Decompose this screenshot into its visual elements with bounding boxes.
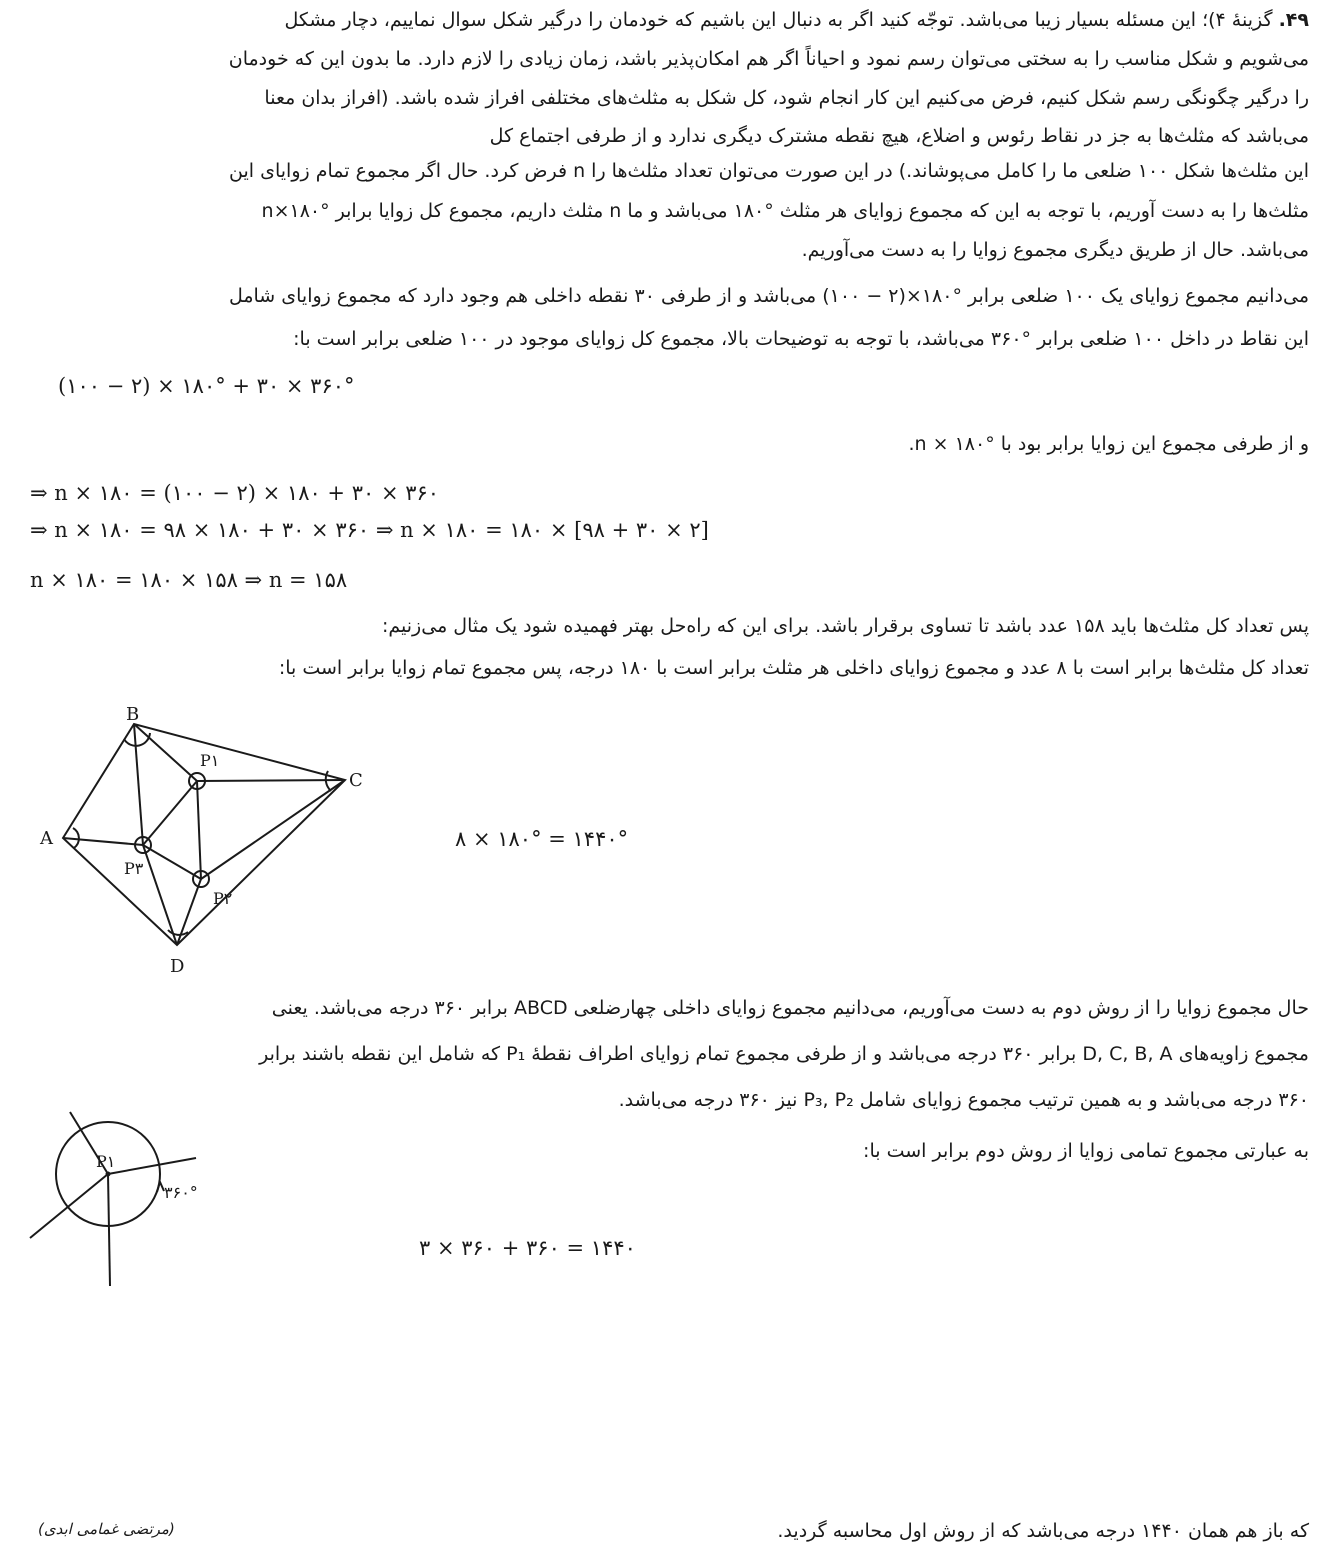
ray-2: [108, 1158, 196, 1174]
full-angle-figure: [26, 1108, 206, 1298]
angle-d-arc: [168, 930, 188, 935]
text-line: می‌دانیم مجموع زوایای یک ۱۰۰ ضلعی برابر °۱۸۰×(۲ − ۱۰۰) می‌باشد و از طرفی ۳۰ نقطه داخلی هم وجود دارد که مجموع زوایای شامل: [228, 285, 1309, 307]
text-line: مثلث‌ها را به دست آوریم، با توجه به این که مجموع زوایای هر مثلث °۱۸۰ می‌باشد و ما n مثلث داریم، مجموع کل زوایا برابر n×۱۸۰°: [261, 200, 1309, 222]
label-p3: P۳: [124, 859, 144, 878]
ray-4: [108, 1174, 110, 1286]
label-c: C: [349, 770, 363, 791]
equation-5: ۸ × ۱۸۰° = ۱۴۴۰°: [455, 827, 629, 851]
edge-a-p3: [63, 838, 143, 845]
text-line: که باز هم همان ۱۴۴۰ درجه می‌باشد که از روش اول محاسبه گردید.: [777, 1520, 1309, 1542]
equation-3: ⇒ n × ۱۸۰ = ۹۸ × ۱۸۰ + ۳۰ × ۳۶۰ ⇒ n × ۱۸۰ = ۱۸۰ × [۹۸ + ۳۰ × ۲]: [30, 518, 709, 542]
label-d: D: [170, 956, 185, 977]
edge-b-p3: [134, 724, 143, 845]
text-line: ۳۶۰ درجه می‌باشد و به همین ترتیب مجموع زوایای شامل P₃, P₂ نیز ۳۶۰ درجه می‌باشد.: [618, 1089, 1309, 1111]
equation-2: ⇒ n × ۱۸۰ = (۱۰۰ − ۲) × ۱۸۰ + ۳۰ × ۳۶۰: [30, 481, 440, 505]
text-line: تعداد کل مثلث‌ها برابر است با ۸ عدد و مجموع زوایای داخلی هر مثلث برابر است با ۱۸۰ درجه، پس مجموع تمام زوایا برابر است با:: [278, 657, 1309, 679]
arrow-head: [157, 1182, 164, 1192]
triangulation-figure: [36, 690, 376, 980]
question-number: ۴۹.: [1278, 9, 1309, 31]
text-line: می‌باشد که مثلث‌ها به جز در نقاط رئوس و اضلاع، هیچ نقطه مشترک دیگری ندارد و از طرفی اجتماع کل: [489, 125, 1309, 147]
text-line: پس تعداد کل مثلث‌ها باید ۱۵۸ عدد باشد تا تساوی برقرار باشد. برای این که راه‌حل بهتر فهمیده شود یک مثال می‌زنیم:: [381, 615, 1309, 637]
text-line: این نقاط در داخل ۱۰۰ ضلعی برابر °۳۶۰ می‌باشد، با توجه به توضیحات بالا، مجموع کل زوایای موجود در ۱۰۰ ضلعی برابر است با:: [293, 328, 1309, 350]
equation-6: ۳ × ۳۶۰ + ۳۶۰ = ۱۴۴۰: [419, 1236, 636, 1260]
equation-4: n × ۱۸۰ = ۱۸۰ × ۱۵۸ ⇒ n = ۱۵۸: [30, 568, 348, 592]
author-credit: (مرتضی غمامی ابدی): [38, 1520, 175, 1538]
text-line: و از طرفی مجموع این زوایا برابر بود با n × ۱۸۰°.: [908, 433, 1309, 455]
edge-c-p1: [197, 780, 345, 781]
text-span: گزینهٔ ۴)؛ این مسئله بسیار زیبا می‌باشد. توجّه کنید اگر به دنبال این باشیم که خودمان را درگیر شکل سوال نماییم، دچار مشکل: [284, 9, 1273, 31]
text-line: می‌شویم و شکل مناسب را به سختی می‌توان رسم نمود و احیاناً اگر هم امکان‌پذیر باشد، زمان زیادی را لازم دارد. ما بدون این که خودمان: [228, 48, 1309, 70]
edge-c-p2: [201, 780, 345, 879]
text-line: این مثلث‌ها شکل ۱۰۰ ضلعی ما را کامل می‌پوشاند.) در این صورت می‌توان تعداد مثلث‌ها را n فرض کرد. حال اگر مجموع تمام زوایای این: [229, 160, 1309, 182]
text-line: را درگیر چگونگی رسم شکل کنیم، فرض می‌کنیم این کار انجام شود، کل شکل به مثلث‌های مختلفی افراز شده باشد. (افراز بدان معنا: [264, 87, 1309, 109]
label-p1: P۱: [200, 751, 220, 770]
label-b: B: [126, 704, 140, 725]
text-line: مجموع زاویه‌های D, C, B, A برابر ۳۶۰ درجه می‌باشد و از طرفی مجموع تمام زوایای اطراف نقطهٔ P₁ که شامل این نقطه باشند برابر: [259, 1043, 1309, 1065]
label-angle: ۳۶۰°: [164, 1183, 198, 1202]
equation-1: (۱۰۰ − ۲) × ۱۸۰° + ۳۰ × ۳۶۰°: [58, 374, 355, 398]
text-line: حال مجموع زوایا را از روش دوم به دست می‌آوریم، می‌دانیم مجموع زوایای داخلی چهارضلعی ABCD برابر ۳۶۰ درجه می‌باشد. یعنی: [271, 997, 1309, 1019]
label-p2: P۲: [213, 889, 233, 908]
edge-p1-p2: [197, 781, 201, 879]
edge-p3-p1: [143, 781, 197, 845]
ray-3: [30, 1174, 108, 1238]
text-line: به عبارتی مجموع تمامی زوایا از روش دوم برابر است با:: [863, 1140, 1309, 1162]
center-point: [106, 1172, 111, 1177]
text-line: [30, 6, 1309, 34]
label-a: A: [40, 828, 53, 849]
edge-p3-p2: [143, 845, 201, 879]
label-p1: P۱: [96, 1152, 116, 1171]
text-line: می‌باشد. حال از طریق دیگری مجموع زوایا را به دست می‌آوریم.: [801, 239, 1309, 261]
